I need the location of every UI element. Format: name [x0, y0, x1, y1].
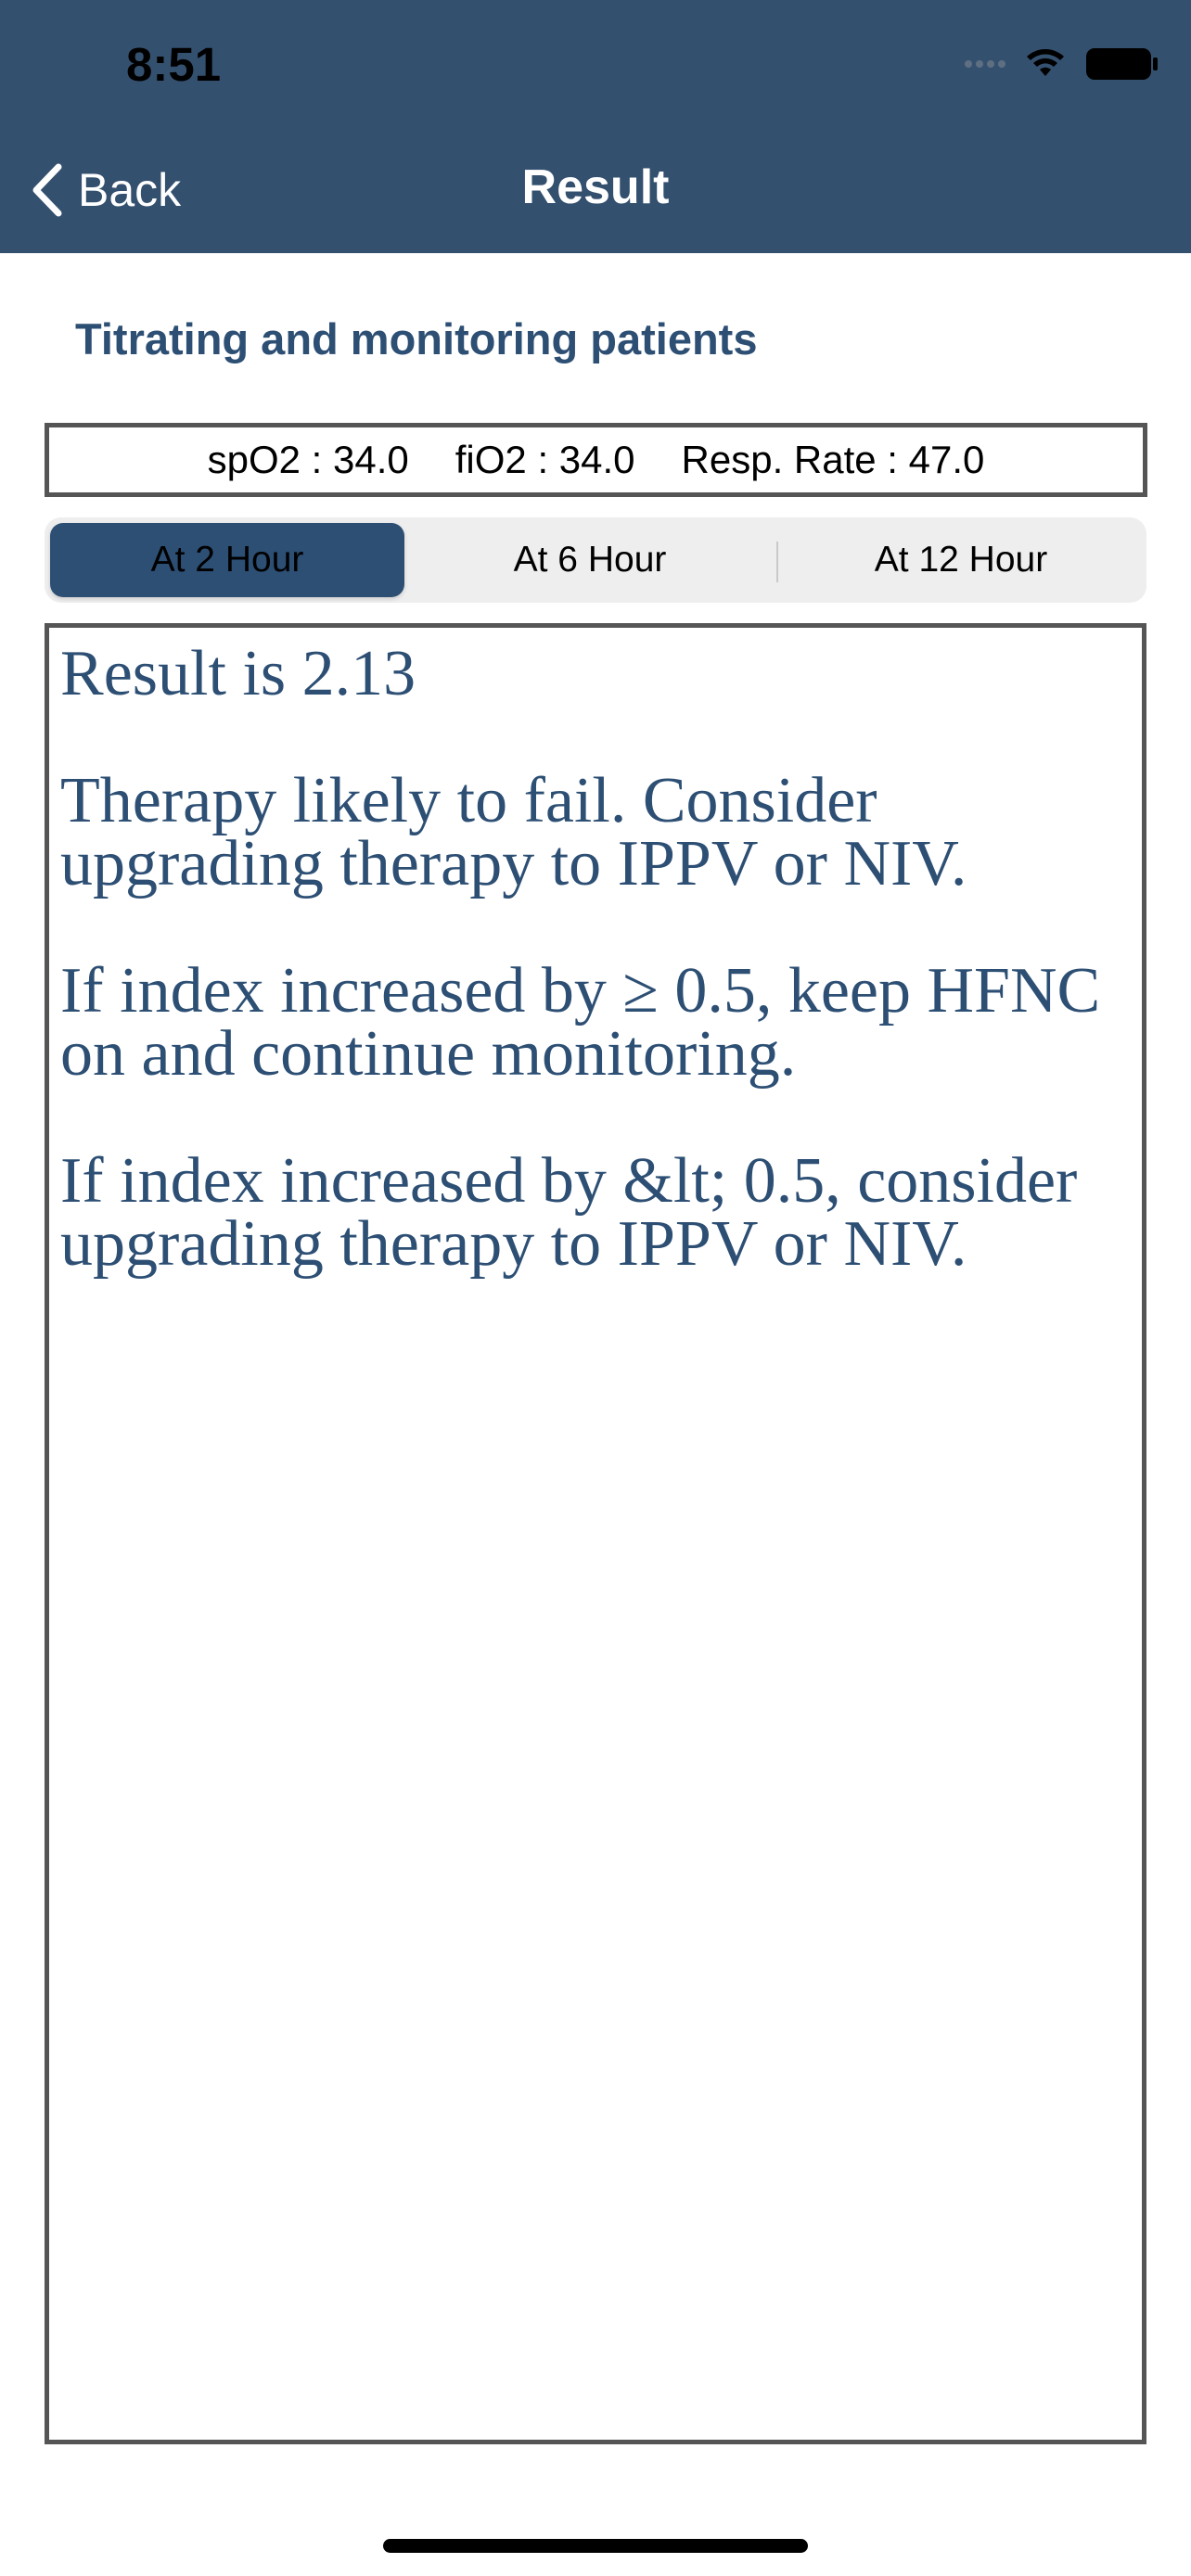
navigation-header — [0, 0, 1191, 253]
segment-divider — [776, 542, 778, 582]
segment-2-hour[interactable]: At 2 Hour — [50, 523, 404, 597]
fio2-value: fiO2 : 34.0 — [455, 438, 635, 481]
result-content — [60, 638, 1142, 1280]
status-icons — [965, 46, 1159, 82]
page-title: Result — [521, 160, 670, 214]
resp-rate-value: Resp. Rate : 47.0 — [681, 438, 985, 481]
result-value: Result is 2.13 — [60, 638, 416, 709]
result-decrease-guidance: If index increased by &lt; 0.5, consider upgrading therapy to IPPV or NIV. — [60, 1145, 1078, 1280]
wifi-icon — [1024, 48, 1067, 80]
result-text-view[interactable] — [45, 623, 1146, 2444]
time-segmented-control — [45, 517, 1146, 603]
home-indicator — [383, 2539, 808, 2553]
segment-6-hour[interactable]: At 6 Hour — [513, 540, 667, 580]
spo2-value: spO2 : 34.0 — [207, 438, 409, 481]
params-summary — [45, 423, 1147, 497]
battery-icon — [1085, 46, 1159, 82]
result-increase-guidance: If index increased by ≥ 0.5, keep HFNC on and continue monitoring. — [60, 955, 1101, 1090]
signal-icon — [965, 60, 1005, 68]
segment-12-hour[interactable]: At 12 Hour — [874, 540, 1048, 580]
result-recommendation: Therapy likely to fail. Consider upgrading therapy to IPPV or NIV. — [60, 765, 967, 899]
back-label: Back — [78, 164, 182, 216]
section-title: Titrating and monitoring patients — [75, 314, 758, 363]
status-time: 8:51 — [126, 38, 222, 91]
